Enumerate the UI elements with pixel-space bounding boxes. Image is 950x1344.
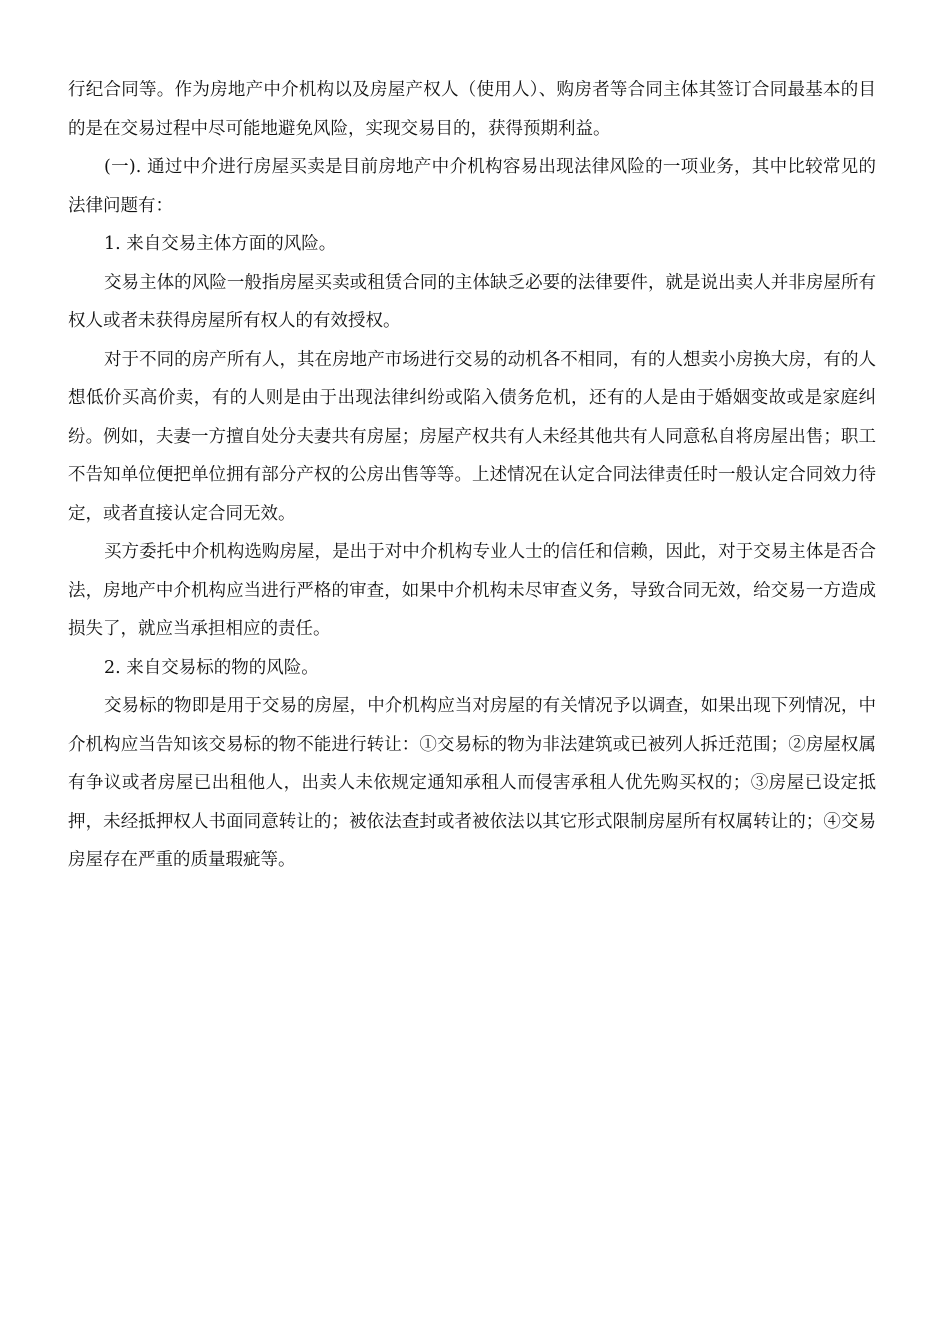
paragraph-subject-risk-definition: 交易主体的风险一般指房屋买卖或租赁合同的主体缺乏必要的法律要件，就是说出卖人并非房屋所有权人或者未获得房屋所有权人的有效授权。 [68,272,876,331]
paragraph-owner-motives: 对于不同的房产所有人，其在房地产市场进行交易的动机各不相同，有的人想卖小房换大房，有的人想低价买高价卖，有的人则是由于出现法律纠纷或陷入债务危机，还有的人是由于婚姻变故或是家庭纠纷。例如，夫妻一方擅自处分夫妻共有房屋；房屋产权共有人未经其他共有人同意私自将房屋出售；职工不告知单位便把单位拥有部分产权的公房出售等等。上述情况在认定合同法律责任时一般认定合同效力待定，或者直接认定合同无效。 [68,349,876,524]
document-body [68,71,876,880]
paragraph-agency-review-duty: 买方委托中介机构选购房屋，是出于对中介机构专业人士的信任和信赖，因此，对于交易主体是否合法，房地产中介机构应当进行严格的审查，如果中介机构未尽审查义务，导致合同无效，给交易一方造成损失了，就应当承担相应的责任。 [68,542,876,639]
paragraph-object-risk-details: 交易标的物即是用于交易的房屋，中介机构应当对房屋的有关情况予以调查，如果出现下列情况，中介机构应当告知该交易标的物不能进行转让：①交易标的物为非法建筑或已被列人拆迁范围；②房屋权属有争议或者房屋已出租他人，出卖人未依规定通知承租人而侵害承租人优先购买权的；③房屋已设定抵押，未经抵押权人书面同意转让的；被依法查封或者被依法以其它形式限制房屋所有权属转让的；④交易房屋存在严重的质量瑕疵等。 [68,696,876,870]
paragraph-section-one-intro: (一). 通过中介进行房屋买卖是目前房地产中介机构容易出现法律风险的一项业务，其中比较常见的法律问题有： [68,157,876,216]
heading-subject-risk: 1. 来自交易主体方面的风险。 [104,234,337,254]
paragraph-continuation: 行纪合同等。作为房地产中介机构以及房屋产权人（使用人）、购房者等合同主体其签订合同最基本的目的是在交易过程中尽可能地避免风险，实现交易目的，获得预期利益。 [68,80,876,139]
heading-object-risk: 2. 来自交易标的物的风险。 [104,657,319,678]
